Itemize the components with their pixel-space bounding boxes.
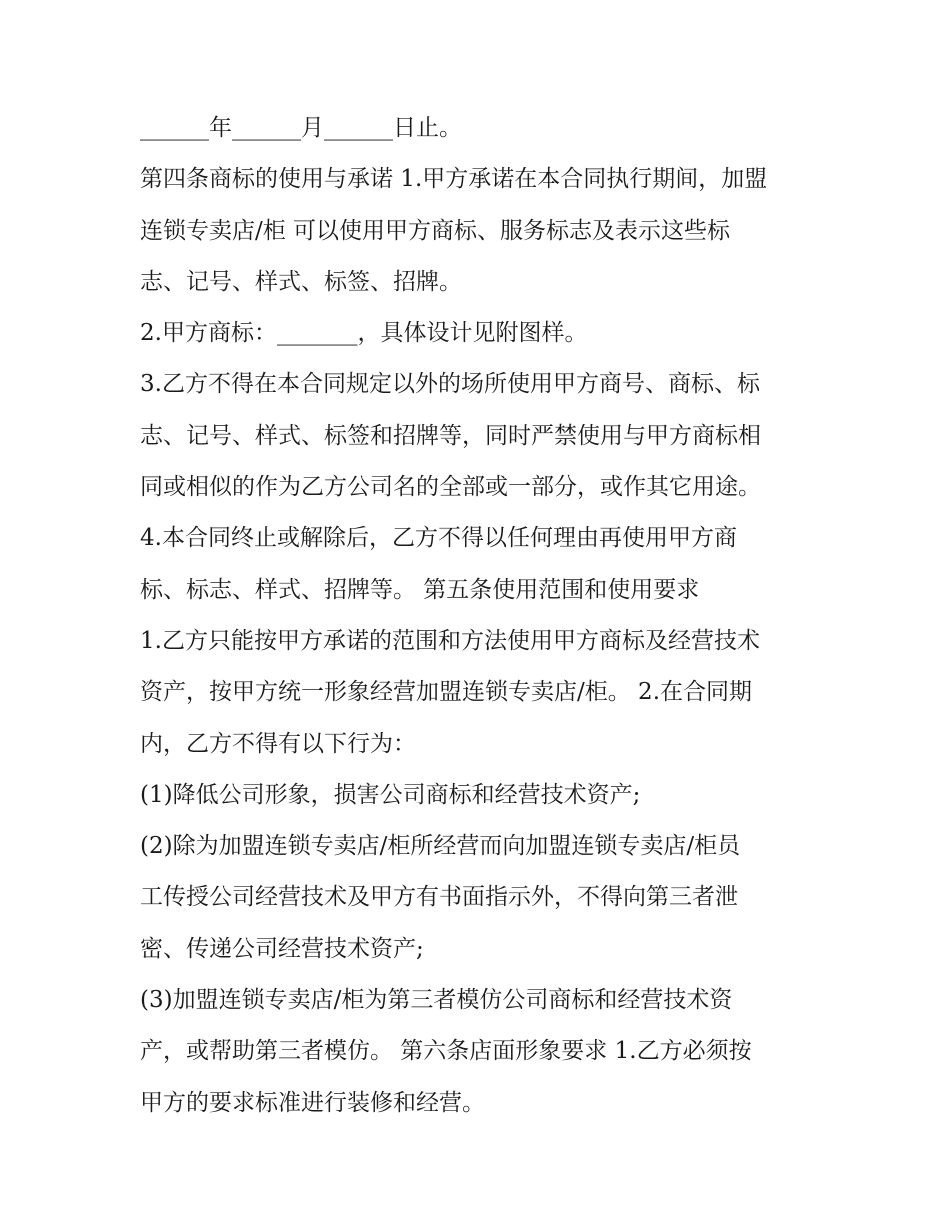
text-line: 志、记号、样式、标签和招牌等，同时严禁使用与甲方商标相 — [140, 422, 761, 449]
text-line: 连锁专卖店/柜 可以使用甲方商标、服务标志及表示这些标 — [140, 217, 731, 244]
text-line: 密、传递公司经营技术资产; — [140, 935, 424, 962]
text-line: (3)加盟连锁专卖店/柜为第三者模仿公司商标和经营技术资 — [140, 987, 733, 1014]
text-line: 标、标志、样式、招牌等。 第五条使用范围和使用要求 — [140, 576, 700, 603]
text-line: 资产，按甲方统一形象经营加盟连锁专卖店/柜。 2.在合同期 — [140, 679, 753, 706]
text-line: 1.乙方只能按甲方承诺的范围和方法使用甲方商标及经营技术 — [140, 627, 760, 654]
text-line: 甲方的要求标准进行装修和经营。 — [140, 1089, 485, 1116]
text-line: 工传授公司经营技术及甲方有书面指示外，不得向第三者泄 — [140, 884, 738, 911]
text-line: (2)除为加盟连锁专卖店/柜所经营而向加盟连锁专卖店/柜员 — [140, 833, 741, 860]
text-line: 志、记号、样式、标签、招牌。 — [140, 268, 462, 295]
text-line: 4.本合同终止或解除后，乙方不得以任何理由再使用甲方商 — [140, 525, 737, 552]
text-line: 3.乙方不得在本合同规定以外的场所使用甲方商号、商标、标 — [140, 371, 760, 398]
text-line: 内，乙方不得有以下行为： — [140, 730, 416, 757]
document-body — [140, 103, 820, 1129]
text-line: ______年______月______日止。 — [140, 115, 462, 141]
text-line: (1)降低公司形象，损害公司商标和经营技术资产; — [140, 781, 641, 808]
text-line: 第四条商标的使用与承诺 1.甲方承诺在本合同执行期间，加盟 — [140, 166, 768, 193]
text-line: 产，或帮助第三者模仿。 第六条店面形象要求 1.乙方必须按 — [140, 1038, 752, 1065]
text-line: 2.甲方商标：_______，具体设计见附图样。 — [140, 320, 588, 347]
text-line: 同或相似的作为乙方公司名的全部或一部分，或作其它用途。 — [140, 474, 761, 501]
